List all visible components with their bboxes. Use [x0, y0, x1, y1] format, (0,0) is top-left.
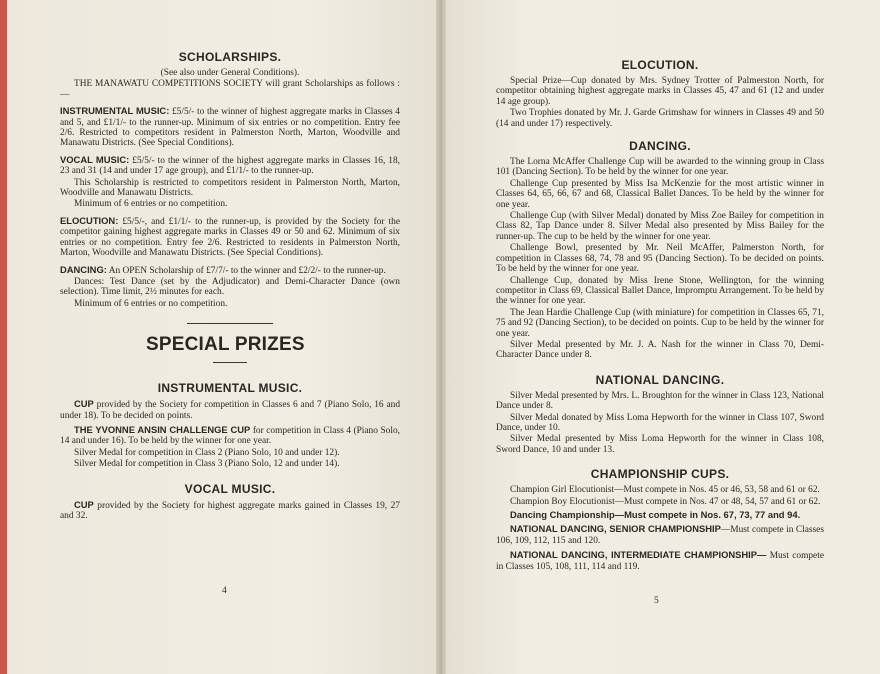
- dancing-prize-5: Challenge Cup, donated by Miss Irene Stone, Wellington, for the winning competitor in Class 69, Classical Ballet Dance, Impromptu Arrangement. To be held by the winner for one year.: [496, 275, 825, 307]
- book-gutter: [436, 0, 446, 674]
- elocution-prize-1: Special Prize—Cup donated by Mrs. Sydney Trotter of Palmerston North, for competitor obtaining highest aggregate marks in Classes 45, 47 and 61 (12 and under 14 age group).: [496, 76, 824, 107]
- dancing-prize-7: Silver Medal presented by Mr. J. A. Nash for the winner in Class 70, Demi-Character Dance under 8.: [496, 339, 824, 361]
- cup-text: provided by the Society for competition in Classes 6 and 7 (Piano Solo, 16 and under 18). To be decided on points.: [60, 400, 401, 421]
- divider-rule: [187, 323, 273, 324]
- scholarships-intro: THE MANAWATU COMPETITIONS SOCIETY will grant Scholarships as follows :—: [60, 79, 400, 100]
- instrumental-text: £5/5/- to the winner of highest aggregate marks in Classes 4 and 5, and £1/1/- to the runner-up. Minimum of six entries or no competition. Entry fee 2/6. Restricted to competitors resident in Palmerston North, Marton, Woodville and Manawatu Districts. (See Special Conditions).: [60, 107, 400, 149]
- vocal-cup-label: CUP: [74, 498, 94, 510]
- national-prize-3: Silver Medal presented by Miss Loma Hepworth for the winner in Class 108, Sword Dance, 10 and under 13.: [496, 434, 824, 455]
- divider-rule-short: [213, 362, 247, 363]
- vocal-music-heading: VOCAL MUSIC.: [184, 481, 276, 496]
- intermediate-championship-text: Must compete in Classes 105, 108, 111, 114 and 119.: [496, 551, 824, 572]
- vocal-text: £5/5/- to the winner of the highest aggregate marks in Classes 16, 18, 23 and 31 (14 and under 17 age group), and £1/1/- to the runner-up.: [60, 155, 401, 177]
- elocution-scholarship: [60, 216, 400, 259]
- champion-boy-elocutionist: Champion Boy Elocutionist—Must compete in Nos. 47 or 48, 54, 57 and 61 or 62.: [510, 496, 821, 507]
- championship-cups-heading: CHAMPIONSHIP CUPS.: [590, 467, 730, 482]
- vocal-scholarship: [60, 155, 400, 177]
- vocal-label: VOCAL MUSIC:: [60, 153, 130, 165]
- elocution-prize-2: Two Trophies donated by Mr. J. Garde Grimshaw for winners in Classes 49 and 50 (14 and under 17) respectively.: [496, 108, 824, 129]
- dancing-prize-1: The Lorna McAffer Challenge Cup will be awarded to the winning group in Class 101 (Dancing Section). To be held by the winner for one year.: [496, 157, 824, 178]
- right-page: [440, 0, 880, 674]
- page-number-left: 4: [222, 586, 227, 596]
- page-number-right: 5: [654, 596, 659, 606]
- dancing-label: DANCING:: [60, 263, 107, 275]
- scholarships-heading: SCHOLARSHIPS.: [178, 50, 282, 64]
- vocal-restriction: This Scholarship is restricted to competitors resident in Palmerston North, Marton, Woodville and Manawatu Districts.: [60, 177, 400, 199]
- elocution-text: £5/5/-, and £1/1/- to the runner-up, is provided by the Society for the competitor gaining highest aggregate marks in Classes 49 or 50 and 62. Minimum of six entries or no competition. Entry fee 2/6. Restricted to residents in Palmerston North, Marton, Woodville and Manawatu Districts. (See Special Conditions).: [60, 216, 400, 259]
- senior-championship: [496, 524, 824, 546]
- senior-championship-label: NATIONAL DANCING, SENIOR CHAMPIONSHIP: [510, 523, 721, 535]
- champion-girl-elocutionist: Champion Girl Elocutionist—Must compete in Nos. 45 or 46, 53, 58 and 61 or 62.: [510, 485, 820, 496]
- vocal-cup-text: provided by the Society for highest aggregate marks gained in Classes 19, 27 and 32.: [60, 500, 400, 521]
- special-prizes-heading: SPECIAL PRIZES: [146, 334, 305, 356]
- silver-medal-class-3: Silver Medal for competition in Class 3 (Piano Solo, 12 and under 14).: [74, 459, 340, 470]
- dancing-text: An OPEN Scholarship of £7/7/- to the winner and £2/2/- to the runner-up.: [108, 265, 386, 276]
- instrumental-label: INSTRUMENTAL MUSIC:: [60, 105, 170, 117]
- instrumental-scholarship: [60, 106, 400, 149]
- intermediate-championship: [496, 550, 824, 572]
- national-prize-2: Silver Medal donated by Miss Loma Hepworth for the winner in Class 107, Sword Dance, under 10.: [496, 412, 824, 433]
- dancing-prize-3: Challenge Cup (with Silver Medal) donated by Miss Zoe Bailey for competition in Class 82, Tap Dance under 8. Silver Medal also presented by Miss Bailey for the runner-up. The cup to be held by the winner for one year.: [496, 211, 824, 242]
- dancing-dances: Dances: Test Dance (set by the Adjudicator) and Demi-Character Dance (own selection). Time limit, 2½ minutes for each.: [60, 276, 400, 298]
- dancing-scholarship: [60, 265, 400, 276]
- elocution-heading: ELOCUTION.: [621, 58, 699, 72]
- senior-championship-text: —Must compete in Classes 106, 109, 112, 115 and 120.: [496, 525, 824, 546]
- elocution-label: ELOCUTION:: [60, 214, 119, 226]
- dancing-prize-2: Challenge Cup presented by Miss Isa McKenzie for the most artistic winner in Classes 64, 65, 66, 67 and 68, Classical Ballet Dances. To be held by the winner for one year.: [496, 178, 824, 210]
- instrumental-music-heading: INSTRUMENTAL MUSIC.: [157, 381, 303, 396]
- cup-label: CUP: [74, 398, 94, 410]
- yvonne-ansin-cup: [60, 425, 400, 447]
- national-prize-1: Silver Medal presented by Mrs. L. Broughton for the winner in Class 123, National Dance under 8.: [496, 390, 824, 412]
- dancing-prize-6: The Jean Hardie Challenge Cup (with miniature) for competition in Classes 65, 71, 75 and 92 (Dancing Section), to be decided on points. Cup to be held by the winner for one year.: [496, 307, 824, 339]
- national-dancing-heading: NATIONAL DANCING.: [595, 372, 725, 387]
- dancing-minimum: Minimum of 6 entries or no competition.: [74, 298, 228, 309]
- dancing-prize-4: Challenge Bowl, presented by Mr. Neil McAffer, Palmerston North, for competition in Classes 68, 74, 78 and 95 (Dancing Section). To be decided on points. To be held by the winner for one year.: [496, 243, 824, 275]
- intermediate-championship-label: NATIONAL DANCING, INTERMEDIATE CHAMPIONSHIP—: [510, 549, 767, 561]
- vocal-minimum: Minimum of 6 entries or no competition.: [74, 199, 228, 210]
- silver-medal-class-2: Silver Medal for competition in Class 2 (Piano Solo, 10 and under 12).: [74, 447, 340, 458]
- cover-edge: [0, 0, 7, 674]
- instrumental-cup: [60, 399, 400, 421]
- dancing-heading: DANCING.: [629, 139, 691, 154]
- vocal-cup: [60, 500, 400, 522]
- dancing-championship: Dancing Championship—Must compete in Nos. 67, 73, 77 and 94.: [510, 509, 801, 520]
- yvonne-label: THE YVONNE ANSIN CHALLENGE CUP: [74, 423, 251, 435]
- yvonne-text: for competition in Class 4 (Piano Solo, 14 and under 16). To be held by the winner for one year.: [60, 425, 400, 447]
- scholarships-note: (See also under General Conditions).: [160, 68, 300, 78]
